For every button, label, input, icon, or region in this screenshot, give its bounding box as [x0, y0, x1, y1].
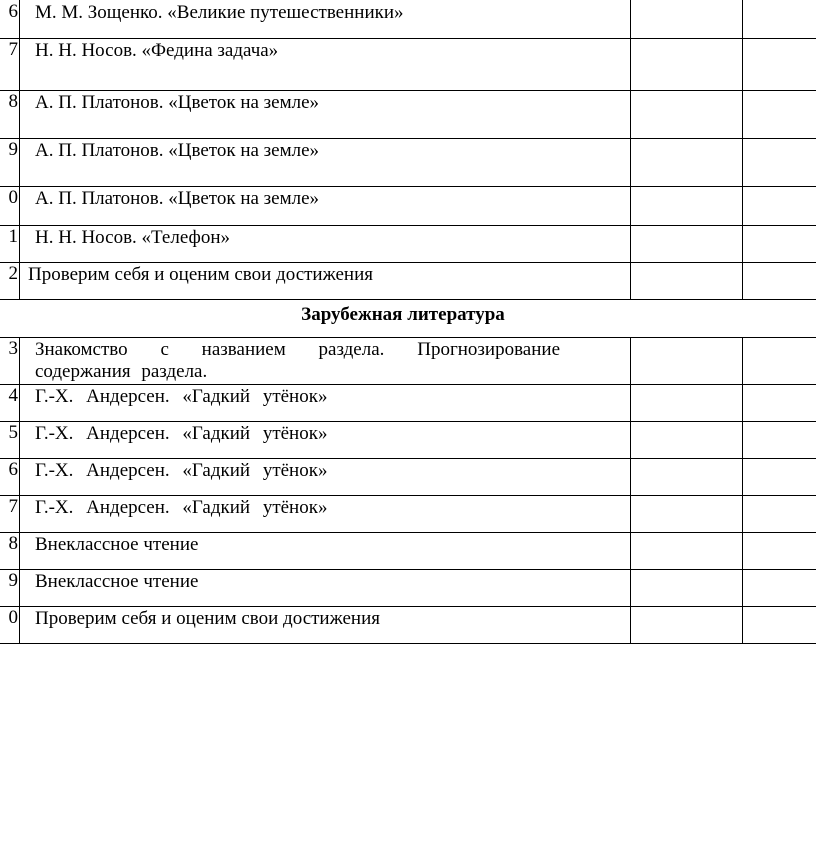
note-cell — [743, 459, 816, 496]
note-cell — [743, 187, 816, 226]
section-row — [0, 300, 816, 338]
lesson-title: Н. Н. Носов. «Федина задача» — [20, 39, 631, 91]
table-row — [0, 338, 816, 385]
lesson-number: 6 — [0, 0, 20, 39]
note-cell — [743, 0, 816, 39]
section-title: Зарубежная литература — [0, 300, 816, 338]
lesson-title: Н. Н. Носов. «Телефон» — [20, 226, 631, 263]
table-row — [0, 226, 816, 263]
lesson-title: Знакомство с названием раздела. Прогнозирование содержания раздела. — [20, 338, 631, 385]
lesson-number: 7 — [0, 496, 20, 533]
date-cell — [631, 570, 743, 607]
note-cell — [743, 139, 816, 187]
lesson-title: Г.-Х. Андерсен. «Гадкий утёнок» — [20, 496, 631, 533]
lesson-number: 0 — [0, 607, 20, 644]
date-cell — [631, 139, 743, 187]
table-row — [0, 570, 816, 607]
date-cell — [631, 226, 743, 263]
table-row — [0, 533, 816, 570]
table-row — [0, 459, 816, 496]
table-row — [0, 385, 816, 422]
note-cell — [743, 533, 816, 570]
table-row — [0, 91, 816, 139]
table-row — [0, 0, 816, 39]
table-row — [0, 187, 816, 226]
note-cell — [743, 607, 816, 644]
lesson-title: А. П. Платонов. «Цветок на земле» — [20, 91, 631, 139]
lesson-title: А. П. Платонов. «Цветок на земле» — [20, 139, 631, 187]
lesson-number: 1 — [0, 226, 20, 263]
lesson-number: 9 — [0, 139, 20, 187]
date-cell — [631, 607, 743, 644]
date-cell — [631, 533, 743, 570]
lesson-title: Проверим себя и оценим свои достижения — [20, 607, 631, 644]
note-cell — [743, 422, 816, 459]
date-cell — [631, 263, 743, 300]
lesson-title: Проверим себя и оценим свои достижения — [20, 263, 631, 300]
date-cell — [631, 459, 743, 496]
lesson-title: Внеклассное чтение — [20, 533, 631, 570]
note-cell — [743, 496, 816, 533]
lesson-number: 5 — [0, 422, 20, 459]
lesson-number: 7 — [0, 39, 20, 91]
lesson-number: 6 — [0, 459, 20, 496]
note-cell — [743, 226, 816, 263]
note-cell — [743, 263, 816, 300]
date-cell — [631, 91, 743, 139]
note-cell — [743, 338, 816, 385]
table-row — [0, 607, 816, 644]
lesson-title: Внеклассное чтение — [20, 570, 631, 607]
lesson-number: 8 — [0, 533, 20, 570]
lesson-title: Г.-Х. Андерсен. «Гадкий утёнок» — [20, 422, 631, 459]
lesson-number: 0 — [0, 187, 20, 226]
lesson-number: 2 — [0, 263, 20, 300]
note-cell — [743, 385, 816, 422]
date-cell — [631, 187, 743, 226]
lesson-number: 3 — [0, 338, 20, 385]
note-cell — [743, 570, 816, 607]
date-cell — [631, 496, 743, 533]
lesson-title: М. М. Зощенко. «Великие путешественники» — [20, 0, 631, 39]
lesson-title: Г.-Х. Андерсен. «Гадкий утёнок» — [20, 385, 631, 422]
note-cell — [743, 39, 816, 91]
date-cell — [631, 422, 743, 459]
lesson-title: А. П. Платонов. «Цветок на земле» — [20, 187, 631, 226]
date-cell — [631, 39, 743, 91]
table-row — [0, 263, 816, 300]
date-cell — [631, 0, 743, 39]
table-row — [0, 422, 816, 459]
table-row — [0, 139, 816, 187]
lesson-number: 9 — [0, 570, 20, 607]
table-row — [0, 39, 816, 91]
lesson-title: Г.-Х. Андерсен. «Гадкий утёнок» — [20, 459, 631, 496]
table-row — [0, 496, 816, 533]
date-cell — [631, 338, 743, 385]
lesson-number: 4 — [0, 385, 20, 422]
lesson-number: 8 — [0, 91, 20, 139]
date-cell — [631, 385, 743, 422]
note-cell — [743, 91, 816, 139]
